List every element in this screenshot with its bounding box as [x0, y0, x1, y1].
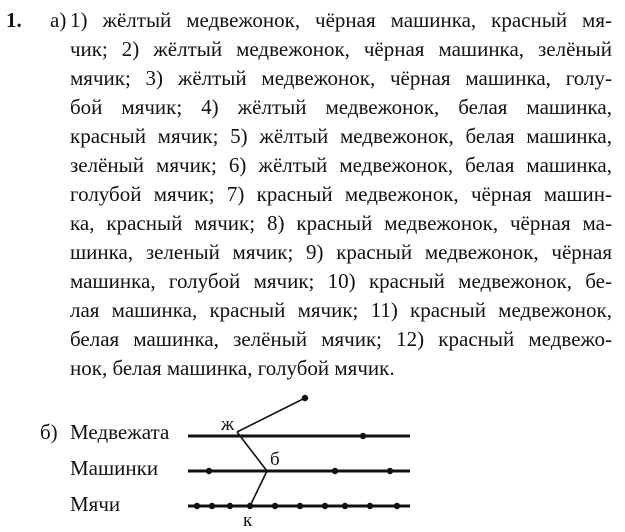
branch-to-ball	[250, 471, 267, 506]
choice-label-car: б	[270, 449, 280, 470]
answer-line: бой мячик; 4) жёлтый медвежонок, белая машинка,	[70, 95, 612, 119]
car-point	[206, 468, 212, 474]
answer-line: чик; 2) жёлтый медвежонок, чёрная машинка, зелёный	[70, 37, 612, 61]
ball-point	[297, 503, 303, 509]
ball-point	[342, 503, 348, 509]
part-b-marker: б)	[40, 420, 58, 444]
answer-line: машинка, голубой мячик; 10) красный медвежонок, бе-	[70, 269, 612, 293]
bear-point	[360, 433, 366, 439]
answer-line: 1) жёлтый медвежонок, чёрная машинка, красный мя-	[70, 8, 612, 32]
ball-point	[367, 503, 373, 509]
answer-line: зелёный мячик; 6) жёлтый медвежонок, белая машинка,	[70, 153, 612, 177]
answer-line: шинка, зеленый мячик; 9) красный медвежонок, чёрная	[70, 240, 612, 264]
part-a-marker: а)	[50, 8, 67, 32]
row-label-cars: Машинки	[70, 456, 159, 480]
problem-number: 1.	[6, 8, 22, 32]
answer-line: мячик; 3) жёлтый медвежонок, чёрная машинка, голу-	[70, 66, 612, 90]
row-label-balls: Мячи	[70, 492, 121, 516]
ball-point	[322, 503, 328, 509]
answer-line: красный мячик; 5) жёлтый медвежонок, белая машинка,	[70, 124, 612, 148]
answer-line: голубой мячик; 7) красный медвежонок, чёрная машин-	[70, 182, 612, 206]
ball-point	[194, 503, 200, 509]
answer-line: нок, белая машинка, голубой мячик.	[70, 356, 395, 380]
answer-line: ка, красный мячик; 8) красный медвежонок, чёрная ма-	[70, 211, 612, 235]
answer-line: лая машинка, красный мячик; 11) красный медвежонок,	[70, 298, 612, 322]
branch-to-car	[237, 432, 267, 471]
row-label-bears: Медвежата	[70, 420, 170, 444]
ball-point	[209, 503, 215, 509]
ball-point	[227, 503, 233, 509]
bear-point-red	[302, 395, 308, 401]
car-point	[332, 468, 338, 474]
choice-label-bear: ж	[221, 414, 235, 435]
answer-line: белая машинка, зелёный мячик; 12) красный медвежо-	[70, 327, 612, 351]
choice-label-ball: к	[243, 510, 253, 531]
ball-point	[247, 503, 253, 509]
car-point	[387, 468, 393, 474]
ball-point	[394, 503, 400, 509]
branch-to-red-bear	[237, 398, 305, 432]
ball-point	[272, 503, 278, 509]
